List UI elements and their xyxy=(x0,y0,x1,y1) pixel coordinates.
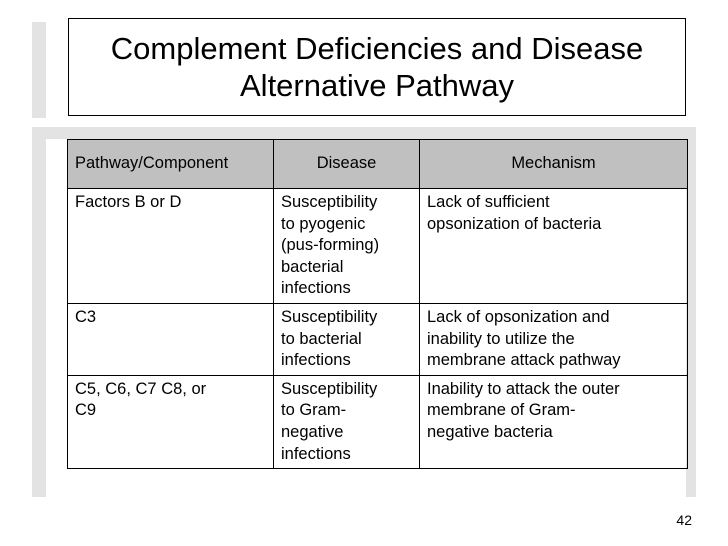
frame-left-bar xyxy=(32,127,46,497)
table-cell-component: Factors B or D xyxy=(68,189,274,304)
header-pathway-component: Pathway/Component xyxy=(68,140,274,189)
frame-top-left-bar xyxy=(32,22,46,118)
table-cell-disease: Susceptibility to bacterial infections xyxy=(274,303,420,375)
table-cell-mechanism: Inability to attack the outer membrane of Gram- negative bacteria xyxy=(420,375,688,468)
table-row xyxy=(68,189,688,304)
slide-title-line-1: Complement Deficiencies and Disease xyxy=(110,31,644,66)
table-cell-mechanism: Lack of opsonization and inability to utilize the membrane attack pathway xyxy=(420,303,688,375)
table-cell-disease: Susceptibility to Gram- negative infections xyxy=(274,375,420,468)
slide-title-box xyxy=(68,18,686,116)
header-disease: Disease xyxy=(274,140,420,189)
table-header-row xyxy=(68,140,688,189)
table-cell-mechanism: Lack of sufficient opsonization of bacteria xyxy=(420,189,688,304)
header-mechanism: Mechanism xyxy=(420,140,688,189)
frame-mid-bar xyxy=(32,127,696,139)
table-cell-component: C3 xyxy=(68,303,274,375)
table-cell-disease: Susceptibility to pyogenic (pus-forming) bacterial infections xyxy=(274,189,420,304)
table-row xyxy=(68,375,688,468)
complement-deficiency-table xyxy=(67,139,688,469)
page-number: 42 xyxy=(676,512,692,528)
table-row xyxy=(68,303,688,375)
table-cell-component: C5, C6, C7 C8, or C9 xyxy=(68,375,274,468)
slide-title-line-2: Alternative Pathway xyxy=(240,68,514,103)
